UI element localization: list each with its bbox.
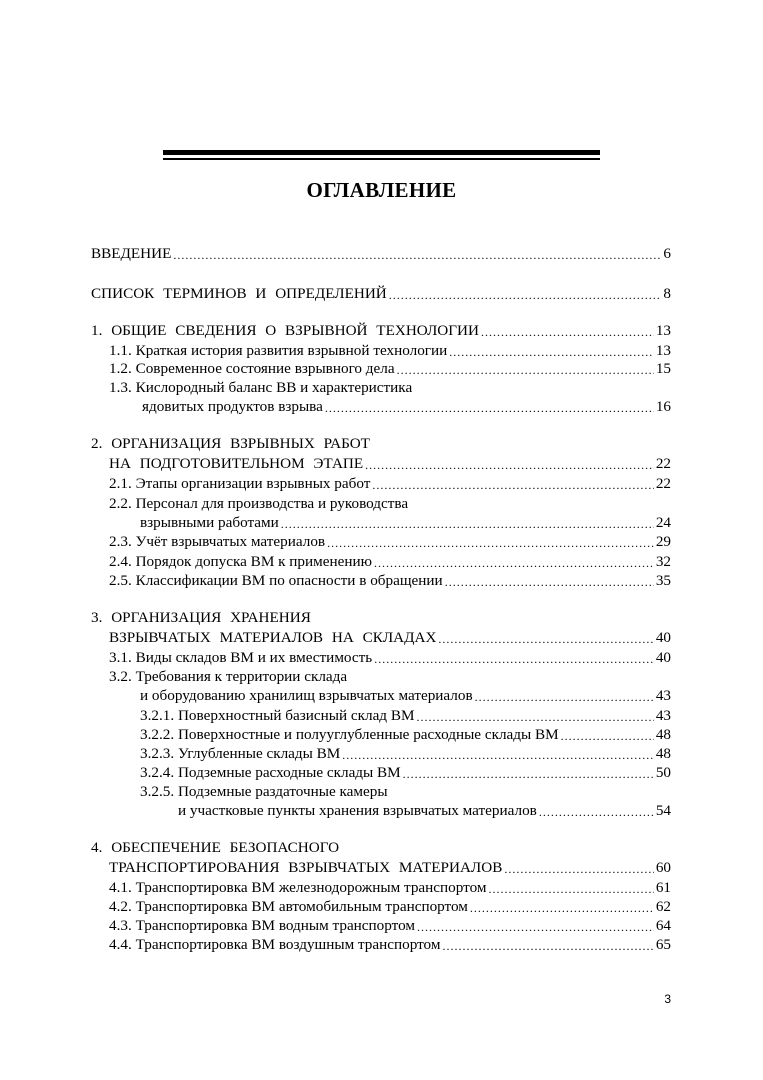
toc-label: 2.4. Порядок допуска ВМ к применению: [109, 553, 372, 570]
toc-label: ВВЕДЕНИЕ: [91, 245, 172, 262]
toc-entry-4-3[interactable]: [109, 916, 671, 936]
toc-page: 22: [655, 455, 671, 472]
toc-label: 2.1. Этапы организации взрывных работ: [109, 475, 371, 492]
toc-label: СПИСОК ТЕРМИНОВ И ОПРЕДЕЛЕНИЙ: [91, 285, 387, 302]
toc-entry-3-2-2[interactable]: [140, 725, 671, 745]
toc-entry-ch1[interactable]: [91, 321, 671, 341]
toc-page: 54: [655, 802, 671, 819]
toc-page: 24: [655, 514, 671, 531]
toc-entry-2-3[interactable]: [109, 532, 671, 552]
toc-entry-2-4[interactable]: [109, 552, 671, 572]
header-rule-thick: [163, 150, 600, 155]
header-rule-thin: [163, 158, 600, 160]
toc-entry-4-2[interactable]: [109, 897, 671, 917]
toc-page: 35: [655, 572, 671, 589]
toc-entry-2-2[interactable]: [140, 513, 671, 533]
page-title: ОГЛАВЛЕНИЕ: [306, 178, 457, 202]
toc-entry-ch3[interactable]: [109, 628, 671, 648]
toc-label: 4.3. Транспортировка ВМ водным транспортом: [109, 917, 416, 934]
toc-entry-4-4[interactable]: [109, 935, 671, 955]
toc-entry-1-3-first-line[interactable]: 1.3. Кислородный баланс ВВ и характеристика: [109, 379, 413, 396]
toc-label: и участковые пункты хранения взрывчатых материалов: [178, 802, 537, 819]
toc-entry-3-2[interactable]: [140, 686, 671, 706]
toc-label: 4.4. Транспортировка ВМ воздушным транспортом: [109, 936, 441, 953]
toc-entry-1-3[interactable]: [142, 397, 671, 417]
toc-entry-2-1[interactable]: [109, 474, 671, 494]
toc-entry-3-2-3[interactable]: [140, 744, 671, 764]
toc-label: 3.2.2. Поверхностные и полууглубленные расходные склады ВМ: [140, 726, 559, 743]
toc-entry-3-1[interactable]: [109, 648, 671, 668]
toc-label: 3.2.3. Углубленные склады ВМ: [140, 745, 341, 762]
toc-label: 1. ОБЩИЕ СВЕДЕНИЯ О ВЗРЫВНОЙ ТЕХНОЛОГИИ: [91, 322, 479, 339]
toc-page: 13: [655, 342, 671, 359]
toc-page: 15: [655, 360, 671, 377]
toc-label: 1.2. Современное состояние взрывного дела: [109, 360, 395, 377]
toc-label: взрывными работами: [140, 514, 279, 531]
toc-entry-1-1[interactable]: [109, 341, 671, 361]
toc-label: 4.1. Транспортировка ВМ железнодорожным транспортом: [109, 879, 487, 896]
page-number: 3: [664, 992, 671, 1006]
toc-label: 3.1. Виды складов ВМ и их вместимость: [109, 649, 373, 666]
toc-entry-ch2[interactable]: [109, 454, 671, 474]
toc-label: 1.1. Краткая история развития взрывной технологии: [109, 342, 448, 359]
toc-page: 40: [655, 629, 671, 646]
toc-page: 6: [663, 245, 671, 262]
toc-entry-ch4[interactable]: [109, 858, 671, 878]
toc-page: 16: [655, 398, 671, 415]
toc-entry-3-2-1[interactable]: [140, 706, 671, 726]
toc-entry-ch2-first-line[interactable]: 2. ОРГАНИЗАЦИЯ ВЗРЫВНЫХ РАБОТ: [91, 435, 370, 452]
toc-label: 3.2.4. Подземные расходные склады ВМ: [140, 764, 401, 781]
toc-label: НА ПОДГОТОВИТЕЛЬНОМ ЭТАПЕ: [109, 455, 364, 472]
toc-entry-3-2-5[interactable]: [178, 801, 671, 821]
toc-entry-1-2[interactable]: [109, 359, 671, 379]
toc-page: 62: [655, 898, 671, 915]
toc-page: 64: [655, 917, 671, 934]
toc-label: и оборудованию хранилищ взрывчатых материалов: [140, 687, 473, 704]
toc-page: 43: [655, 687, 671, 704]
toc-page: 50: [655, 764, 671, 781]
toc-page: 13: [655, 322, 671, 339]
toc-page: 32: [655, 553, 671, 570]
toc-label: 2.3. Учёт взрывчатых материалов: [109, 533, 326, 550]
toc-entry-terms[interactable]: [91, 284, 671, 304]
toc-label: ядовитых продуктов взрыва: [142, 398, 323, 415]
toc-label: 3.2.1. Поверхностный базисный склад ВМ: [140, 707, 415, 724]
toc-entry-4-1[interactable]: [109, 878, 671, 898]
toc-page: 60: [655, 859, 671, 876]
toc-page: 48: [655, 745, 671, 762]
toc-label: ТРАНСПОРТИРОВАНИЯ ВЗРЫВЧАТЫХ МАТЕРИАЛОВ: [109, 859, 503, 876]
toc-label: 2.5. Классификации ВМ по опасности в обращении: [109, 572, 443, 589]
toc-entry-3-2-first-line[interactable]: 3.2. Требования к территории склада: [109, 668, 348, 685]
toc-entry-2-2-first-line[interactable]: 2.2. Персонал для производства и руководства: [109, 495, 409, 512]
toc-label: 4.2. Транспортировка ВМ автомобильным транспортом: [109, 898, 468, 915]
toc-page: 48: [655, 726, 671, 743]
toc-entry-intro[interactable]: [91, 244, 671, 264]
toc-page: 8: [663, 285, 671, 302]
toc-page: 29: [655, 533, 671, 550]
toc-page: 65: [655, 936, 671, 953]
toc-page: 43: [655, 707, 671, 724]
toc-entry-3-2-4[interactable]: [140, 763, 671, 783]
toc-entry-3-2-5-first-line[interactable]: 3.2.5. Подземные раздаточные камеры: [140, 783, 388, 800]
toc-label: ВЗРЫВЧАТЫХ МАТЕРИАЛОВ НА СКЛАДАХ: [109, 629, 437, 646]
toc-entry-2-5[interactable]: [109, 571, 671, 591]
toc-page: 61: [655, 879, 671, 896]
toc-page: 40: [655, 649, 671, 666]
toc-entry-ch4-first-line[interactable]: 4. ОБЕСПЕЧЕНИЕ БЕЗОПАСНОГО: [91, 839, 340, 856]
toc-page: 22: [655, 475, 671, 492]
toc-entry-ch3-first-line[interactable]: 3. ОРГАНИЗАЦИЯ ХРАНЕНИЯ: [91, 609, 311, 626]
